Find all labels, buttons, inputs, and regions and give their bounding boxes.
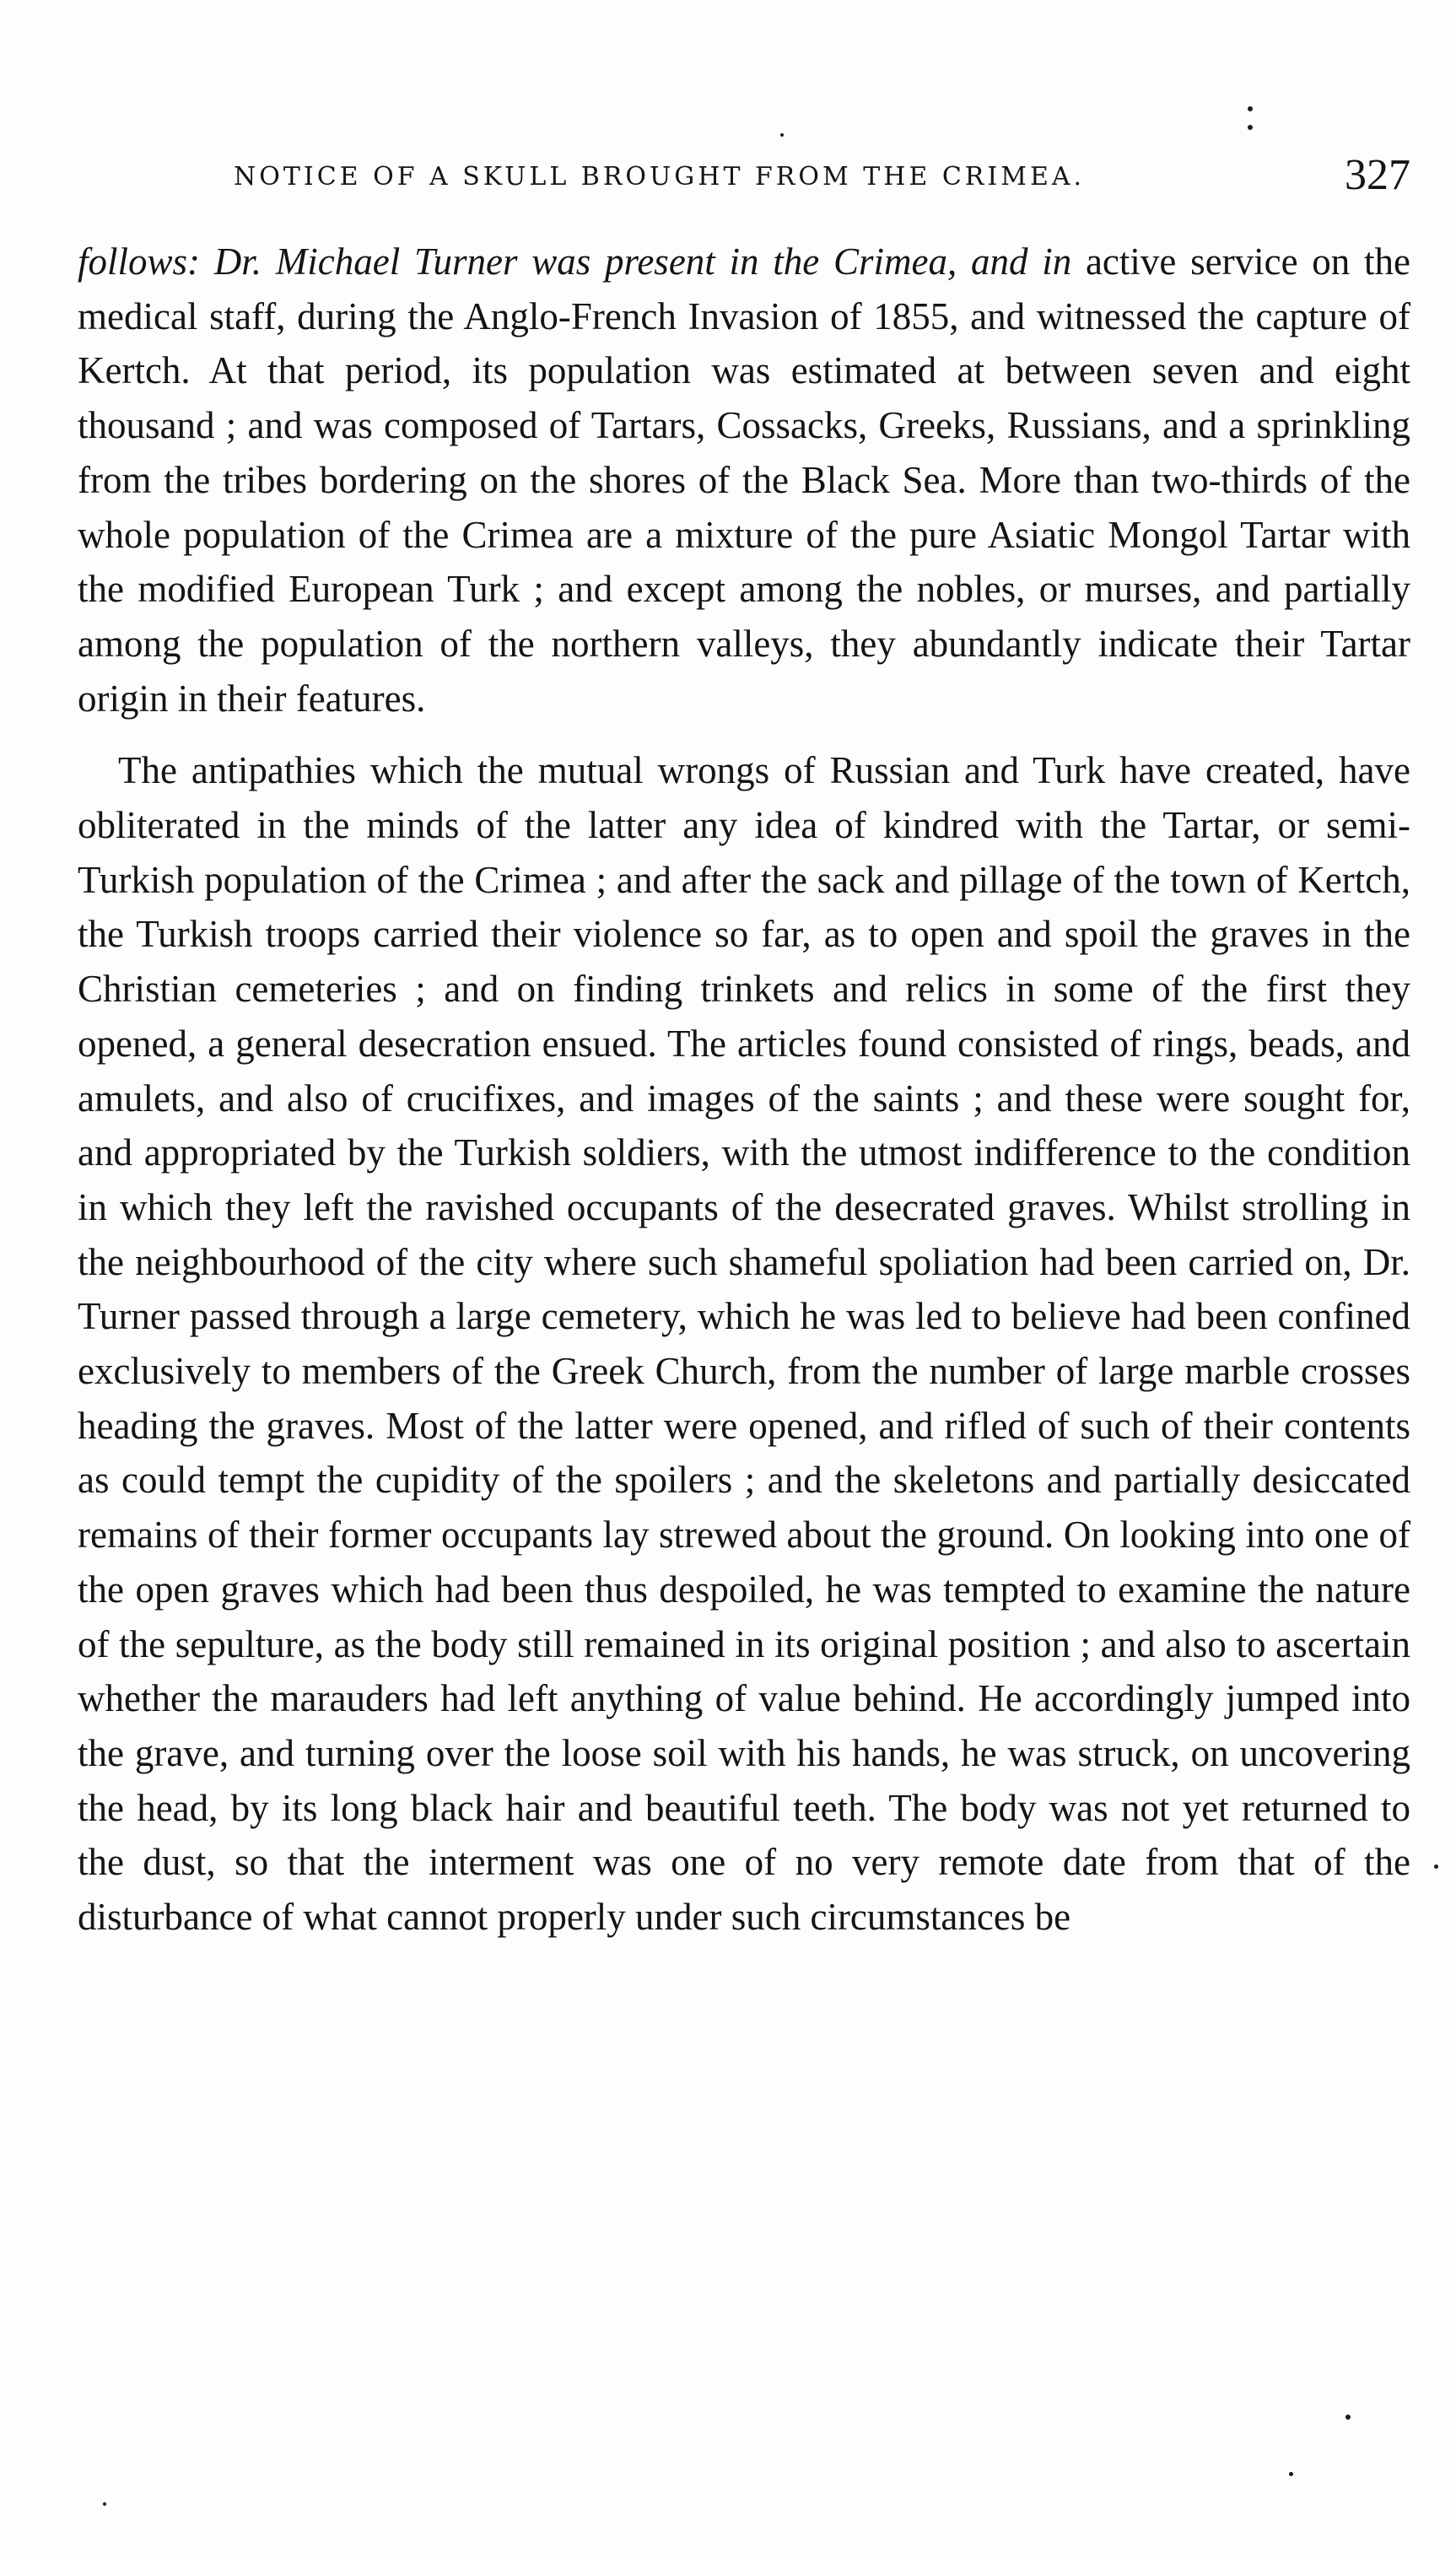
top-speck-mark xyxy=(780,133,784,137)
paragraph-1-italic-lead: follows: Dr. Michael Turner was present in the Crimea, and in xyxy=(78,240,1072,283)
paragraph-2: The antipathies which the mutual wrongs of Russian and Turk have created, have obliterated in the minds of the latter any idea of kindred with the Tartar, or semi-Turkish population of the Crimea ; and after the sack and pillage of the town of Kertch, the Turkish troops carried their violence so far, as to open and spoil the graves in the Christian cemeteries ; and on finding trinkets and relics in some of the first they opened, a general desecration ensued. The articles found consisted of rings, beads, and amulets, and also of crucifixes, and images of the saints ; and these were sought for, and appropriated by the Turkish soldiers, with the utmost indifference to the condition in which they left the ravished occupants of the desecrated graves. Whilst strolling in the neighbourhood of the city where such shameful spoliation had been carried on, Dr. Turner passed through a large cemetery, which he was led to believe had been confined exclusively to members of the Greek Church, from the number of large marble crosses heading the graves. Most of the latter were opened, and rifled of such of their contents as could tempt the cupidity of the spoilers ; and the skeletons and partially desiccated remains of their former occupants lay strewed about the ground. On looking into one of the open graves which had been thus despoiled, he was tempted to examine the nature of the sepulture, as the body still remained in its original position ; and also to ascertain whether the marauders had left anything of value behind. He accordingly jumped into the grave, and turning over the loose soil with his hands, he was struck, on uncovering the head, by its long black hair and beautiful teeth. The body was not yet returned to the dust, so that the interment was one of no very remote date from that of the disturbance of what cannot properly under such circumstances be xyxy=(78,749,1410,1939)
bottom-speck-mark xyxy=(103,2502,106,2506)
running-title: NOTICE OF A SKULL BROUGHT FROM THE CRIMEA. xyxy=(234,162,1086,192)
paragraph-1 xyxy=(78,235,1410,726)
top-speck-mark xyxy=(1248,106,1253,111)
paragraph-1-text: active service on the medical staff, during the Anglo-French Invasion of 1855, and witnessed the capture of Kertch. At that period, its population was estimated at between seven and eight thousand ; and was composed of Tartars, Cossacks, Greeks, Russians, and a sprinkling from the tribes bordering on the shores of the Black Sea. More than two-thirds of the whole population of the Crimea are a mixture of the pure Asiatic Mongol Tartar with the modified European Turk ; and except among the nobles, or murses, and partially among the population of the northern valleys, they abundantly indicate their Tartar origin in their features. xyxy=(78,240,1410,720)
top-speck-mark xyxy=(1248,125,1253,130)
bottom-speck-mark xyxy=(1345,2415,1351,2420)
running-head xyxy=(78,150,1410,209)
body-text xyxy=(78,235,1410,1945)
page-number: 327 xyxy=(1345,151,1410,199)
bottom-speck-mark xyxy=(1289,2472,1293,2476)
margin-speck-mark xyxy=(1434,1865,1438,1869)
